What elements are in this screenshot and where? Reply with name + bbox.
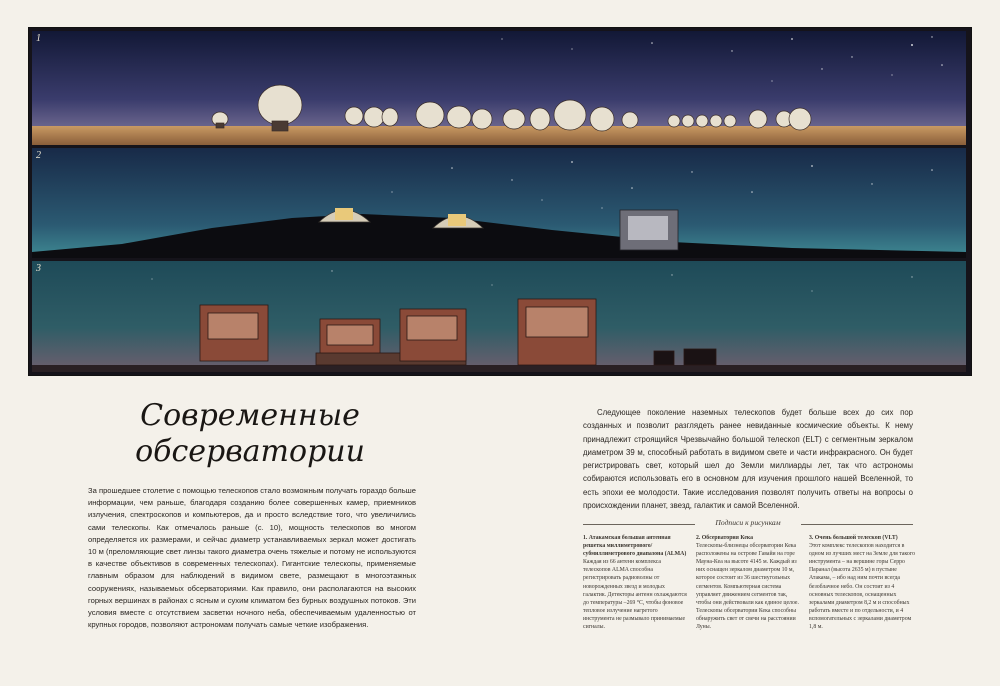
panel-number: 2 — [36, 150, 41, 161]
vlt-scene — [32, 261, 966, 372]
elt-paragraph: Следующее поколение наземных телескопов будет больше всех до сих пор созданных и позволит разглядеть ранее невиданные космические объекты. К нему принадлежит строящийся Чрезвычайно большой телескоп (ELT) с сегментным зеркалом диаметром 39 м, способный работать в видимом свете и части инфракрасного. Он будет регистрировать свет, который шел до Земли миллиарды лет, так что астрономы собираются использовать его в основном для изучения прошлого нашей Вселенной, то есть эпохи ее молодости. Такие исследования позволят получить ответы на вопросы о происхождении планет, звезд, галактик и самой Вселенной. — [583, 408, 913, 511]
panel-number: 1 — [36, 33, 41, 44]
page-title-line-1: Современные — [140, 398, 360, 433]
caption-title: 3. Очень большой телескоп (VLT) — [809, 535, 898, 541]
caption-text: Этот комплекс телескопов находится в одном из лучших мест на Земле для такого инструмента – на вершине горы Серро Паранал (высота 2635 м) в пустыне Атакама, – ибо над ним почти всегда безоблачное небо. Он состоит из 4 основных телескопов, оснащенных зеркалами диаметром 8,2 м и способных работать вместе и по отдельности, и 4 вспомогательных с зеркалами диаметром 1,8 м. — [809, 543, 915, 631]
caption-title: 1. Атакамская большая антенная решетка миллиметрового/субмиллиметрового диапазона (ALMA) — [583, 535, 687, 558]
captions-rule-right — [801, 524, 913, 525]
alma-scene — [32, 31, 966, 145]
lede-paragraph: За прошедшее столетие с помощью телескопов стало возможным получать гораздо больше информации, чем раньше, благодаря созданию более совершенных камер, приемников излучения, спектроскопов и компьютеров, да и просто вследствие того, что увеличились сами телескопы. Как отмечалось раньше (с. 10), мощность телескопов во многом определяется их размерами, и сейчас диаметр устанавливаемых зеркал может достигать 10 м (преломляющие свет линзы такого диаметра очень тяжелые и потому не используются в качестве объективов в современных телескопах). Гигантские телескопы, применяемые главным образом для наблюдений в видимом свете, размещают в многоэтажных сооружениях, называемых обсерваториями. Как правило, они располагаются на высоких горных вершинах в районах с ясным и сухим климатом без бурных воздушных потоков. Эти условия вместе с отсутствием засветки ночного неба, обеспечиваемым удаленностью от крупных городов, позволяют астрономам получать самые четкие изображения. — [88, 486, 416, 630]
panel-keck — [32, 148, 966, 258]
panel-vlt — [32, 261, 966, 372]
captions-label: Подписи к рисункам — [715, 518, 781, 527]
panel-number: 3 — [36, 263, 41, 274]
illustration-frame — [28, 27, 972, 376]
caption-keck — [696, 534, 802, 631]
caption-vlt — [809, 534, 915, 631]
caption-title: 2. Обсерватория Кека — [696, 535, 754, 541]
page-title — [80, 398, 420, 470]
panel-alma — [32, 31, 966, 145]
caption-text: Каждая из 66 антенн комплекса телескопов ALMA способна регистрировать радиоволны от новорожденных звезд и молодых галактик. Детекторы антенн охлаждаются до температуры –269 °С, чтобы фоновое тепловое излучение нагретого инструмента не размывало принимаемые сигналы. — [583, 559, 687, 631]
keck-scene — [32, 148, 966, 258]
caption-alma — [583, 534, 689, 631]
page-title-line-2: обсерватории — [135, 434, 365, 469]
captions-header — [583, 518, 913, 530]
caption-text: Телескопы-близнецы обсерватории Кека расположены на острове Гавайи на горе Мауна-Кеа на высоте 4145 м. Каждый из них оснащен зеркалом диаметром 10 м, которое состоит из 36 шестиугольных сегментов. Компьютерная система управляет движением сегментов так, чтобы они действовали как единое целое. Телескопы обсерватории Кека способны обнаружить свет от свечи на расстоянии Луны. — [696, 543, 799, 631]
